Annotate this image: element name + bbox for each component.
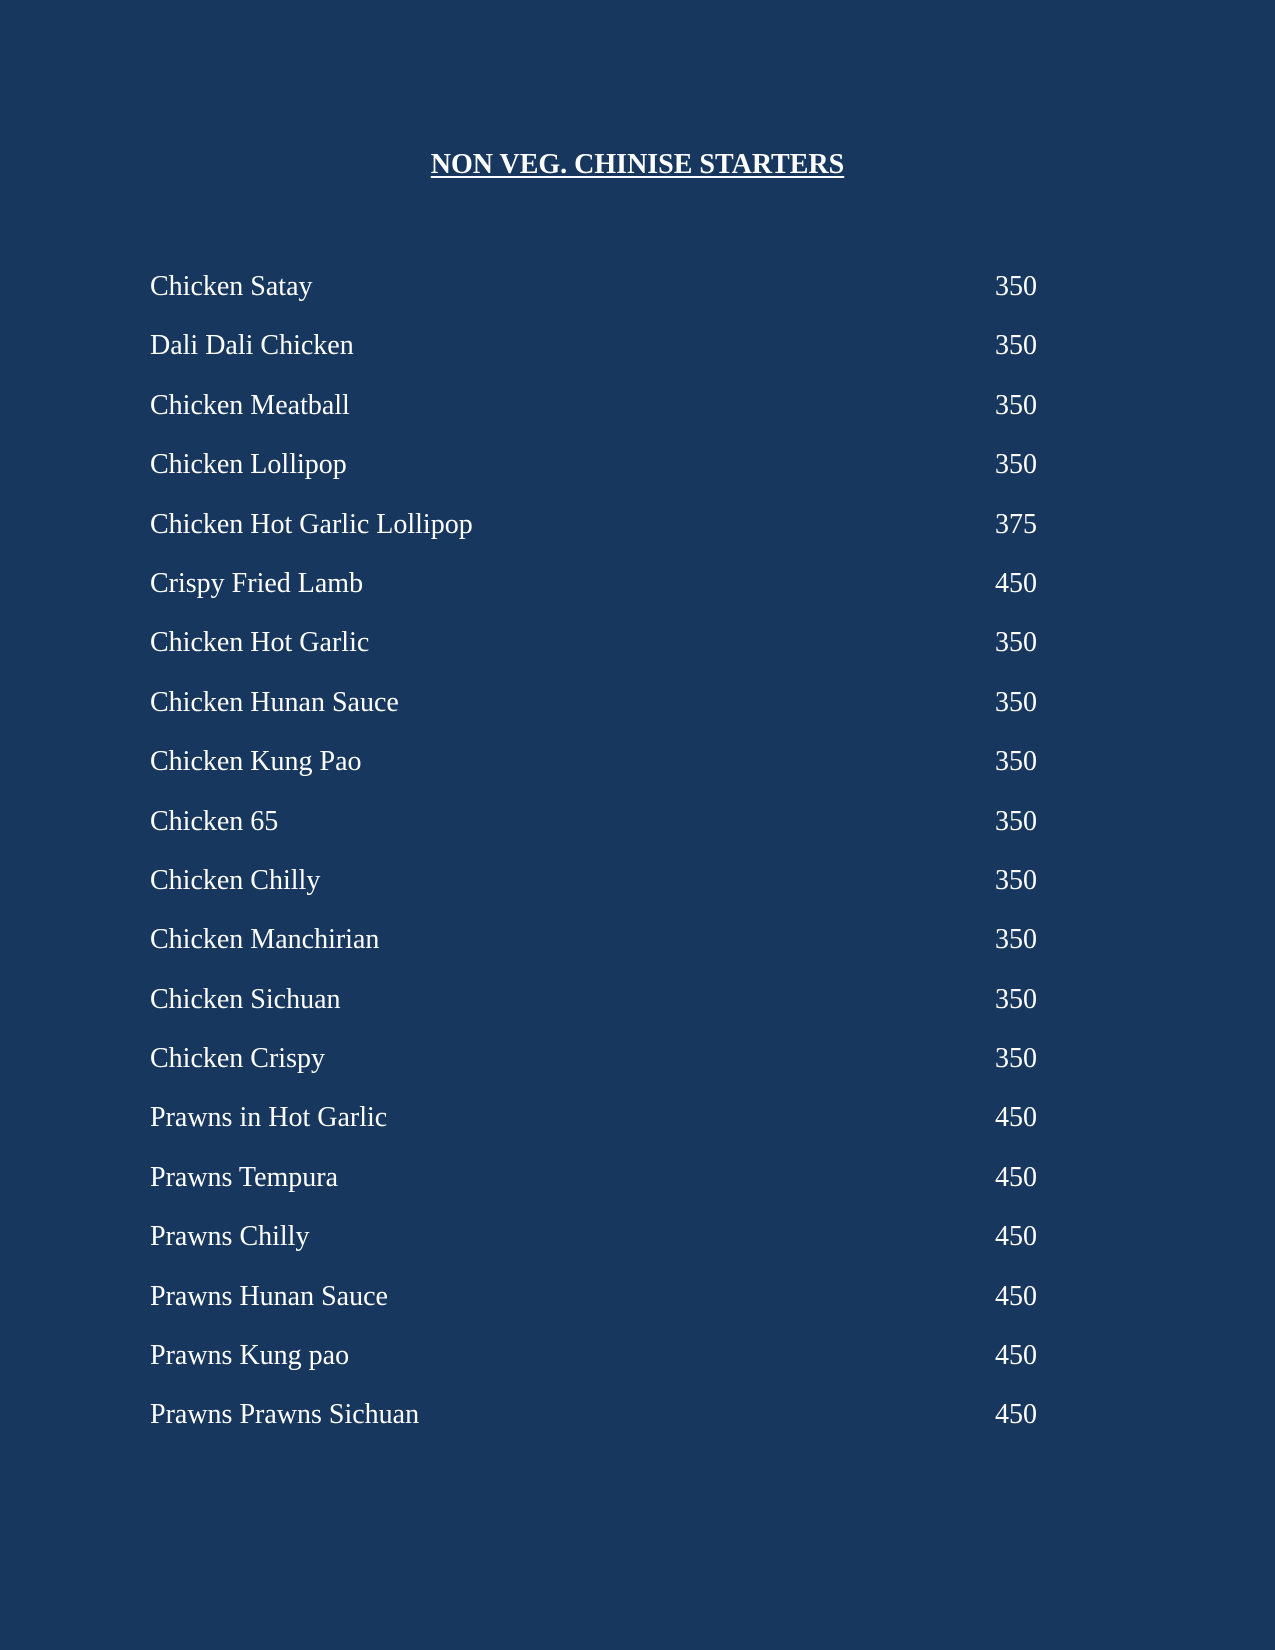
item-name: Chicken Lollipop: [150, 449, 347, 481]
menu-item: [150, 981, 1040, 1040]
item-price: 350: [995, 864, 1037, 896]
item-name: Prawns Chilly: [150, 1221, 310, 1253]
menu-item: [150, 1396, 1040, 1455]
item-name: Chicken Meatball: [150, 389, 350, 421]
item-name: Prawns Tempura: [150, 1161, 339, 1193]
menu-item: [150, 506, 1040, 565]
menu-item: [150, 268, 1040, 327]
menu-item: [150, 1159, 1040, 1218]
menu-item: [150, 684, 1040, 743]
menu-item: [150, 327, 1040, 386]
item-name: Chicken Hot Garlic Lollipop: [150, 508, 473, 540]
menu-item: [150, 1099, 1040, 1158]
item-name: Dali Dali Chicken: [150, 330, 354, 362]
item-name: Prawns Hunan Sauce: [150, 1280, 388, 1312]
item-price: 350: [995, 330, 1037, 362]
item-name: Chicken Sichuan: [150, 983, 341, 1015]
menu-item: [150, 921, 1040, 980]
item-price: 350: [995, 983, 1037, 1015]
item-price: 350: [995, 271, 1037, 302]
item-name: Prawns in Hot Garlic: [150, 1102, 388, 1134]
menu-item: [150, 387, 1040, 446]
item-price: 350: [995, 686, 1037, 718]
menu-title: NON VEG. CHINISE STARTERS: [430, 149, 845, 180]
item-name: Chicken Satay: [150, 271, 313, 302]
item-price: 450: [995, 1280, 1037, 1312]
item-name: Chicken Chilly: [150, 864, 321, 896]
item-price: 375: [995, 508, 1037, 540]
item-name: Crispy Fried Lamb: [150, 567, 364, 599]
menu-item: [150, 624, 1040, 683]
item-price: 350: [995, 449, 1037, 481]
menu-item: [150, 1278, 1040, 1337]
menu-item: [150, 446, 1040, 505]
menu-item: [150, 743, 1040, 802]
menu-item: [150, 1040, 1040, 1099]
item-price: 450: [995, 1340, 1037, 1372]
item-price: 350: [995, 389, 1037, 421]
item-price: 350: [995, 627, 1037, 659]
menu-item: [150, 1218, 1040, 1277]
item-name: Prawns Kung pao: [150, 1340, 350, 1372]
item-name: Chicken Kung Pao: [150, 746, 362, 778]
item-name: Chicken 65: [150, 805, 279, 837]
menu-item: [150, 862, 1040, 921]
item-name: Chicken Hot Garlic: [150, 627, 370, 659]
item-price: 450: [995, 1161, 1037, 1193]
item-price: 450: [995, 1399, 1037, 1431]
menu-item: [150, 1337, 1040, 1396]
item-price: 350: [995, 924, 1037, 956]
menu-list: [150, 268, 1040, 1456]
menu-item: [150, 565, 1040, 624]
item-price: 350: [995, 805, 1037, 837]
item-name: Prawns Prawns Sichuan: [150, 1399, 420, 1431]
item-name: Chicken Manchirian: [150, 924, 380, 956]
item-price: 450: [995, 1221, 1037, 1253]
item-price: 450: [995, 567, 1037, 599]
item-name: Chicken Crispy: [150, 1043, 325, 1075]
item-price: 450: [995, 1102, 1037, 1134]
item-price: 350: [995, 746, 1037, 778]
item-price: 350: [995, 1043, 1037, 1075]
item-name: Chicken Hunan Sauce: [150, 686, 399, 718]
menu-item: [150, 803, 1040, 862]
